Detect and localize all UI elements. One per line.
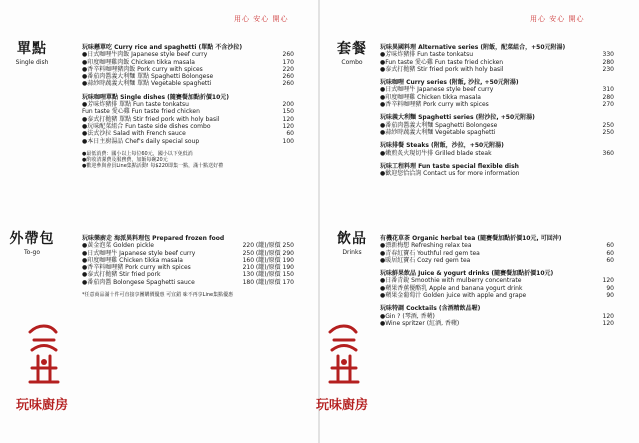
menu-item xyxy=(82,108,294,115)
logo-mark-icon xyxy=(24,322,64,388)
menu-item-name: ●蒜紗時蔬義大利麵 單點 Vegetable spaghetti xyxy=(82,80,212,88)
menu-item xyxy=(82,80,294,87)
menu-item xyxy=(380,170,614,177)
menu-item-price: 200 xyxy=(282,101,294,109)
combo-title-zh: 套餐 xyxy=(337,41,367,57)
menu-group-title: 玩味鮮果飲品 Juice & yogurt drinks (隨賽餐加點折價10元) xyxy=(380,270,554,278)
menu-item xyxy=(380,94,614,101)
menu-item xyxy=(380,277,614,284)
menu-item-price: 250 xyxy=(602,128,614,136)
menu-item-price: 180 (罐)/原價 170 xyxy=(242,278,294,286)
menu-item-price: 150 xyxy=(282,108,294,116)
menu-item-price: 250 (罐)/原價 290 xyxy=(242,249,294,257)
menu-item-name: ●日式咖哩牛 Japanese style beef curry xyxy=(82,249,196,257)
menu-item-price: 280 xyxy=(602,58,614,66)
menu-item xyxy=(380,257,614,264)
menu-item xyxy=(380,59,614,66)
drinks-title-zh: 飲品 xyxy=(337,231,367,247)
menu-item-price: 260 xyxy=(282,80,294,88)
menu-note: ●歡迎參與會員Line集點活動! 每$220即集一點，滿十點送好禮 xyxy=(82,162,224,169)
menu-item-price: 260 xyxy=(282,73,294,81)
menu-item-price: 230 xyxy=(602,65,614,73)
left-page xyxy=(2,0,317,443)
menu-item-price: 220 xyxy=(282,65,294,73)
menu-item-price: 120 xyxy=(602,312,614,320)
menu-item-price: 120 xyxy=(602,277,614,285)
menu-item xyxy=(380,285,614,292)
menu-item-name: ●泰式打拋豬 Stir fried pork with holy basil xyxy=(380,65,504,73)
menu-item xyxy=(82,59,294,66)
menu-item-price: 60 xyxy=(286,130,294,138)
menu-note: ●最低消費：國小以上每位60元，國小以下免低消 xyxy=(82,150,193,157)
group-spacer xyxy=(380,327,614,333)
menu-note: ●酌收清潔費及服務費，加飯每碗20元 xyxy=(82,156,168,163)
menu-item-name: ●黃金泡菜 Golden pickle xyxy=(82,242,154,250)
togo-title-en: To-go xyxy=(23,249,41,256)
menu-item-name: ●蘋果香蕉優酪乳 Apple and banana yogurt drink xyxy=(380,284,523,292)
menu-item-name: ●Gin ? (琴酒, 香蘋) xyxy=(380,312,435,320)
menu-item-name: ●青春紅寶石 Youthful red gem tea xyxy=(380,249,480,257)
menu-item-name: ●歡迎您恰洽詢 Contact us for more information xyxy=(380,170,520,178)
menu-item xyxy=(380,292,614,299)
menu-item-price: 130 (罐)/原價 150 xyxy=(242,271,294,279)
menu-item-price: 120 xyxy=(282,122,294,130)
single-title-en: Single dish xyxy=(15,59,49,66)
menu-item-price: 330 xyxy=(602,51,614,59)
brand-logo-right xyxy=(316,322,374,413)
menu-item-name: ●本日主廚湯品 Chef's daily special soup xyxy=(82,137,200,145)
menu-item-name: ●蘋果金葡萄汁 Golden juice with apple and grape xyxy=(380,292,527,300)
group-spacer xyxy=(380,177,614,183)
menu-item-price: 60 xyxy=(606,242,614,250)
menu-item xyxy=(380,320,614,327)
menu-item-name: ●漂新梅想 Refreshing relax tea xyxy=(380,242,472,250)
menu-item xyxy=(82,250,294,257)
menu-item xyxy=(380,86,614,93)
menu-item-name: ●印度咖哩雞 Chicken tikka masala xyxy=(380,93,481,101)
menu-item xyxy=(82,271,294,278)
menu-item-price: 120 xyxy=(602,319,614,327)
menu-item-price: 160 (罐)/原價 190 xyxy=(242,256,294,264)
right-page xyxy=(316,0,637,443)
menu-group-title: 玩味排餐 Steaks (附飯，沙拉，+50元附湯) xyxy=(380,142,504,150)
menu-item-name: ●泰式打拋豬 Stir fried pork xyxy=(82,271,161,279)
menu-group-title: 有機花草茶 Organic herbal tea (隨賽餐加點折價10元, 可回沖) xyxy=(380,235,562,242)
menu-item-name: ●法式沙拉 Salad with French sauce xyxy=(82,130,186,138)
menu-item-price: 280 xyxy=(602,93,614,101)
menu-item-price: 170 xyxy=(282,58,294,66)
menu-group-title: 玩味咖哩 Curry series (附飯, 沙拉, +50元附湯) xyxy=(380,79,519,87)
menu-item xyxy=(380,66,614,73)
menu-item-name: ●香辛料咖哩豬肉飯 Pork curry with spices xyxy=(82,65,203,73)
menu-item-name: ●暖居紅寶石 Cozy red gem tea xyxy=(380,256,471,264)
menu-item xyxy=(380,101,614,108)
menu-item xyxy=(380,250,614,257)
menu-item-price: 60 xyxy=(606,256,614,264)
single-section xyxy=(82,44,294,169)
menu-item xyxy=(380,122,614,129)
menu-item xyxy=(380,129,614,136)
menu-item-name: ●日番青銳 Smoothie with mulberry concentrate xyxy=(380,277,522,285)
menu-item xyxy=(82,116,294,123)
menu-item xyxy=(82,138,294,145)
menu-item-price: 270 xyxy=(602,101,614,109)
menu-note: *任意商品滿十件可直接享團購價優惠 可宜錯 味不再享Line集點優惠 xyxy=(82,292,234,299)
menu-item-price: 310 xyxy=(602,86,614,94)
menu-group-title: 玩味特調 Cocktails (含酒精飲品喔) xyxy=(380,305,481,313)
menu-group-title: 玩味樂廚走 海派異料理包 Prepared frozen food xyxy=(82,235,225,242)
menu-item-name: ●泰式打拋豬 單點 Stir fried pork with holy basil xyxy=(82,115,220,123)
menu-item-name: ●玩味配菜組合 Fun taste side dishes combo xyxy=(82,122,211,130)
menu-item-name: ●日式咖哩牛 Japanese style beef curry xyxy=(380,86,494,94)
menu-item-price: 90 xyxy=(606,284,614,292)
togo-heading xyxy=(2,228,62,256)
menu-item-name: ●香辛料咖哩豬 Pork curry with spices xyxy=(82,264,191,272)
menu-item-price: 260 xyxy=(282,51,294,59)
combo-heading xyxy=(322,38,382,66)
menu-item-name: ●番茄肉醬 Bolongese Spaghetti sauce xyxy=(82,278,195,286)
menu-item-name: ●芳味炸豬排 Fun taste tonkatsu xyxy=(380,51,474,59)
drinks-heading xyxy=(322,228,382,256)
menu-item-name: ●印度咖哩雞肉飯 Chicken tikka masala xyxy=(82,58,195,66)
menu-item xyxy=(82,130,294,137)
drinks-title-en: Drinks xyxy=(342,249,362,256)
menu-item-name: ●番茄肉醬義大利麵 單點 Spaghetti Bolongese xyxy=(82,73,214,81)
menu-item xyxy=(82,51,294,58)
menu-group-title: 玩味懸單吃 Curry rice and spaghetti (單點 不含沙拉) xyxy=(82,44,243,51)
menu-item-price: 100 xyxy=(282,137,294,145)
menu-item-name: ●Wine spritzer (紅酒, 香蘋) xyxy=(380,319,460,327)
menu-group-title: 玩味咖哩單點 Single dishes (隨賽餐加點折價10元) xyxy=(82,93,230,101)
single-title-zh: 單點 xyxy=(17,41,47,57)
menu-item-price: 360 xyxy=(602,149,614,157)
single-heading xyxy=(2,38,62,66)
menu-item-name: Fun taste 愛心雞 Fun taste fried chicken xyxy=(82,108,200,116)
menu-item-price: 60 xyxy=(606,249,614,257)
motto-left: 用心 安心 開心 xyxy=(234,15,289,23)
menu-item xyxy=(380,242,614,249)
menu-item-name: ●番茄肉醬義大利麵 Spaghetti Bolongese xyxy=(380,121,498,129)
togo-title-zh: 外帶包 xyxy=(9,231,55,247)
menu-item xyxy=(82,242,294,249)
brand-logo-left xyxy=(16,322,74,413)
menu-item-price: 210 (罐)/原價 190 xyxy=(242,264,294,272)
combo-title-en: Combo xyxy=(341,59,363,66)
menu-group-title: 玩味工程料理 Fun taste special flexible dish xyxy=(380,162,519,170)
combo-section xyxy=(380,44,614,183)
menu-group-title: 玩味異國料理 Alternative series (附飯，配菜組合，+50元附湯) xyxy=(380,44,566,51)
menu-item-price: 220 (罐)/原價 250 xyxy=(242,242,294,250)
menu-item xyxy=(380,313,614,320)
menu-item-name: ●印度咖哩雞 Chicken tikka masala xyxy=(82,256,183,264)
menu-item xyxy=(380,51,614,58)
menu-item-price: 120 xyxy=(282,115,294,123)
logo-mark-icon xyxy=(324,322,364,388)
menu-item-name: ●蒜紗時蔬義大利麵 Vegetable spaghetti xyxy=(380,128,496,136)
brand-name-left: 玩味廚房 xyxy=(16,398,69,413)
menu-item-name: ●芳味炸豬排 單點 Fun taste tonkatsu xyxy=(82,101,189,109)
menu-item-name: ●日式咖哩牛肉飯 Japanese style beef curry xyxy=(82,51,208,59)
menu-group-title: 玩味義大利麵 Spaghetti series (附沙拉, +50元附湯) xyxy=(380,114,535,122)
menu-item xyxy=(82,279,294,286)
motto-right: 用心 安心 開心 xyxy=(530,15,585,23)
menu-item-price: 250 xyxy=(602,121,614,129)
menu-item-name: ●嫩煎炙火現切牛排 Grilled blade steak xyxy=(380,149,492,157)
brand-name-right: 玩味廚房 xyxy=(316,398,369,413)
menu-item-name: ●香辛料咖哩豬 Pork curry with spices xyxy=(380,101,489,109)
drinks-section xyxy=(380,235,614,333)
menu-item-price: 90 xyxy=(606,292,614,300)
menu-item xyxy=(380,150,614,157)
togo-section xyxy=(82,235,294,298)
menu-item-name: ●Fun taste 愛心雞 Fun taste fried chicken xyxy=(380,58,504,66)
